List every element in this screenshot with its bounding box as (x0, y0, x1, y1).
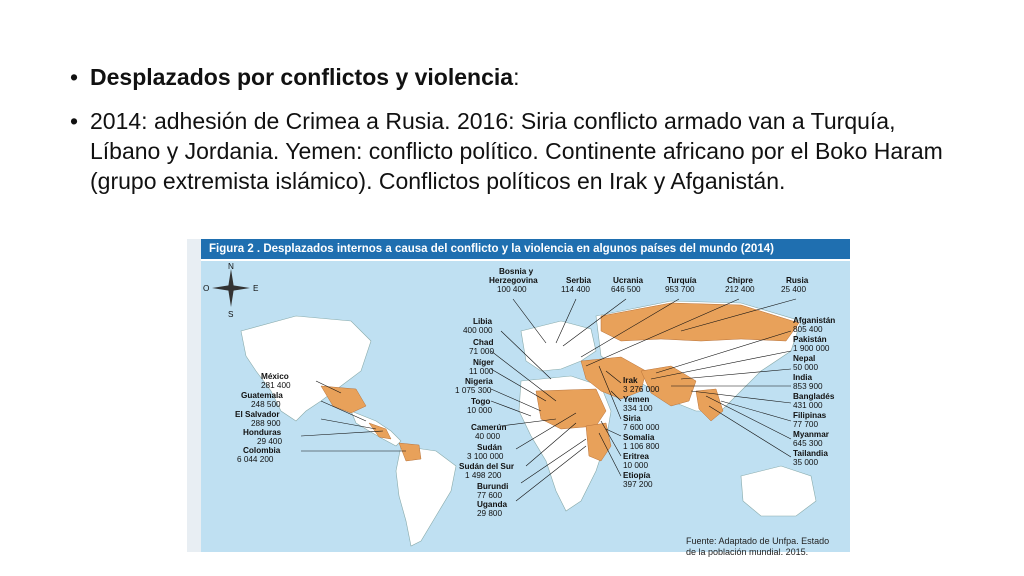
label-yemen-name: Yemen (623, 395, 650, 404)
bullet-1-tail: : (513, 64, 520, 90)
label-elsalvador-value: 288 900 (251, 419, 281, 428)
label-rusia-value: 25 400 (781, 285, 807, 294)
label-nepal-name: Nepal (793, 354, 816, 363)
label-sudan-sur-name: Sudán del Sur (459, 462, 515, 471)
label-nigeria-name: Nigeria (465, 377, 493, 386)
label-pakistan-value: 1 900 000 (793, 344, 830, 353)
world-map (201, 261, 850, 552)
label-ucrania-value: 646 500 (611, 285, 641, 294)
label-guatemala-name: Guatemala (241, 391, 283, 400)
label-filipinas-value: 77 700 (793, 420, 819, 429)
label-colombia-name: Colombia (243, 446, 281, 455)
label-elsalvador-name: El Salvador (235, 410, 280, 419)
label-tailandia-name: Tailandia (793, 449, 828, 458)
label-irak-name: Irak (623, 376, 638, 385)
label-burundi-name: Burundi (477, 482, 509, 491)
label-niger-name: Níger (473, 358, 494, 367)
label-nepal-value: 50 000 (793, 363, 819, 372)
label-uganda-value: 29 800 (477, 509, 503, 518)
label-chad-value: 71 000 (469, 347, 495, 356)
label-honduras-name: Honduras (243, 428, 282, 437)
label-somalia-name: Somalia (623, 433, 655, 442)
label-irak-value: 3 276 000 (623, 385, 660, 394)
label-sudan-sur-value: 1 498 200 (465, 471, 502, 480)
label-bosnia-name2: Herzegovina (489, 276, 538, 285)
label-libia-name: Libia (473, 317, 493, 326)
label-honduras-value: 29 400 (257, 437, 283, 446)
label-nigeria-value: 1 075 300 (455, 386, 492, 395)
compass-n: N (228, 262, 234, 271)
figure-left-bar (187, 239, 201, 552)
label-togo-value: 10 000 (467, 406, 493, 415)
label-colombia-value: 6 044 200 (237, 455, 274, 464)
label-rusia-name: Rusia (786, 276, 809, 285)
label-afganistan-name: Afganistán (793, 316, 836, 325)
label-pakistan-name: Pakistán (793, 335, 827, 344)
label-chad-name: Chad (473, 338, 494, 347)
label-chipre-value: 212 400 (725, 285, 755, 294)
label-bosnia-name: Bosnia y (499, 267, 534, 276)
label-burundi-value: 77 600 (477, 491, 503, 500)
label-siria-name: Siria (623, 414, 641, 423)
label-turquia-name: Turquía (667, 276, 697, 285)
label-tailandia-value: 35 000 (793, 458, 819, 467)
bullet-2-text: 2014: adhesión de Crimea a Rusia. 2016: Siria conflicto armado van a Turquía, Líbano y Jordania. Yemen: conflicto político. Continente africano por el Boko Haram (grupo extremista islámico). Conflictos políticos en Irak y Afganistán. (90, 108, 943, 194)
label-sudan-value: 3 100 000 (467, 452, 504, 461)
label-siria-value: 7 600 000 (623, 423, 660, 432)
label-serbia-value: 114 400 (561, 285, 590, 294)
label-bosnia-value: 100 400 (497, 285, 527, 294)
label-uganda-name: Uganda (477, 500, 508, 509)
figure-map (187, 239, 850, 552)
label-mexico-value: 281 400 (261, 381, 291, 390)
figure-title: Figura 2 . Desplazados internos a causa del conflicto y la violencia en algunos países del mundo (2014) (201, 239, 850, 259)
label-afganistan-value: 805 400 (793, 325, 823, 334)
compass-s: S (228, 310, 234, 319)
label-india-value: 853 900 (793, 382, 823, 391)
label-turquia-value: 953 700 (665, 285, 695, 294)
label-mexico-name: México (261, 372, 289, 381)
label-banglades-value: 431 000 (793, 401, 823, 410)
label-eritrea-value: 10 000 (623, 461, 649, 470)
label-filipinas-name: Filipinas (793, 411, 827, 420)
bullet-1-bold-text: Desplazados por conflictos y violencia (90, 64, 514, 90)
bullet-dot: • (70, 108, 79, 134)
bullet-list (68, 62, 968, 196)
label-camerun-name: Camerún (471, 423, 507, 432)
label-niger-value: 11 000 (469, 367, 494, 376)
label-banglades-name: Bangladés (793, 392, 835, 401)
label-serbia-name: Serbia (566, 276, 592, 285)
label-sudan-name: Sudán (477, 443, 503, 452)
label-india-name: India (793, 373, 813, 382)
label-ucrania-name: Ucrania (613, 276, 644, 285)
label-myanmar-value: 645 300 (793, 439, 823, 448)
compass-e: E (253, 284, 259, 293)
compass-o: O (203, 284, 210, 293)
figure-source (686, 536, 829, 558)
label-camerun-value: 40 000 (475, 432, 501, 441)
bullet-dot: • (70, 64, 79, 90)
source-line-2: de la población mundial. 2015. (686, 547, 809, 557)
label-etiopia-value: 397 200 (623, 480, 653, 489)
label-etiopia-name: Etiopía (623, 471, 651, 480)
label-guatemala-value: 248 500 (251, 400, 281, 409)
label-chipre-name: Chipre (727, 276, 753, 285)
bullet-2 (68, 106, 968, 196)
label-somalia-value: 1 106 800 (623, 442, 660, 451)
label-libia-value: 400 000 (463, 326, 493, 335)
label-togo-name: Togo (471, 397, 491, 406)
label-yemen-value: 334 100 (623, 404, 653, 413)
source-line-1: Fuente: Adaptado de Unfpa. Estado (686, 536, 830, 546)
bullet-1 (68, 62, 968, 92)
label-eritrea-name: Eritrea (623, 452, 649, 461)
label-myanmar-name: Myanmar (793, 430, 829, 439)
